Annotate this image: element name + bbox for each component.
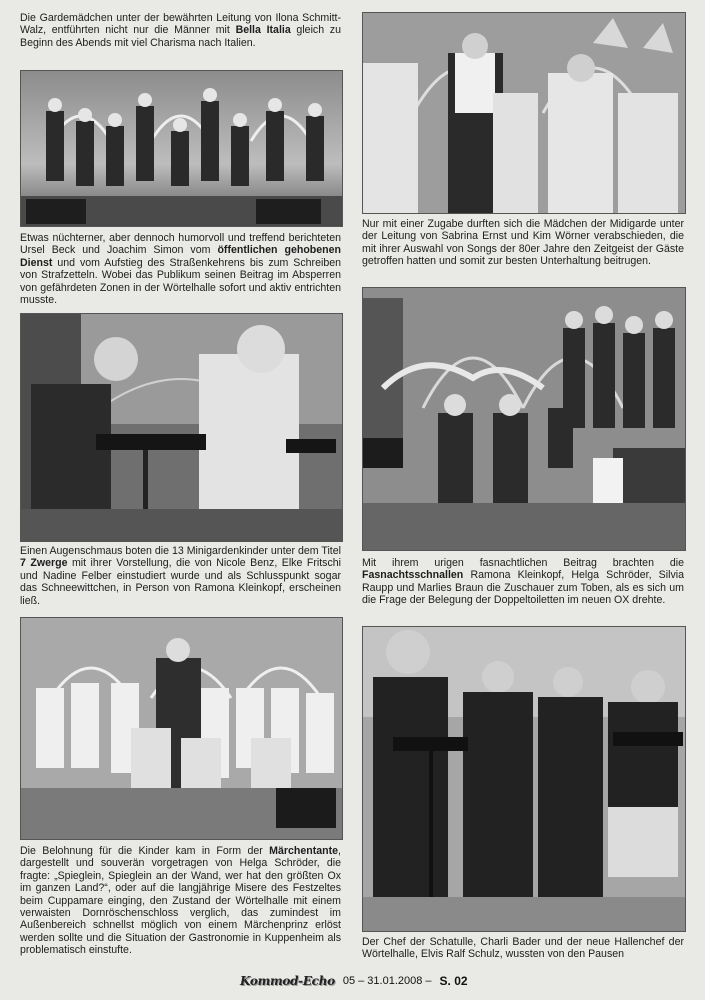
photo-image [363, 288, 685, 550]
photo-midigarde-costumes [362, 12, 686, 214]
photo-seven-dwarfs [20, 617, 343, 840]
photo-image [363, 627, 685, 931]
highlight-title: Bella Italia [235, 24, 291, 37]
text-run: Ramona Kleinkopf, Helga Schröder, Silvia Raupp und Marlies Braun die Zuschauer zum Toben, als es sich um die Frage der Belegung der Doppeltoiletten im neuen OX drehte. [362, 569, 684, 607]
paragraph-fasnachtsschnallen [362, 557, 684, 607]
page-footer [240, 970, 468, 992]
highlight-title: Märchentante [269, 845, 339, 857]
paragraph-fairy-tale-aunt [20, 845, 341, 957]
paragraph-seven-dwarfs [20, 545, 341, 607]
paragraph-hall-chief [362, 936, 684, 961]
text-run: Die Gardemädchen unter der bewährten Leitung von Ilona Schmitt-Walz, entführten nicht nur die Männer mit [20, 12, 341, 37]
highlight-title: öffentlichen gehobenen Dienst [20, 244, 341, 269]
text-run: Der Chef der Schatulle, Charli Bader und der neue Hallenchef der Wörtelhalle, Elvis Ralf Schulz, wussten von den Pausen [362, 936, 684, 961]
newspaper-logo: Kommod-Echo [240, 974, 335, 988]
text-run: Einen Augenschmaus boten die 13 Minigardenkinder unter dem Titel [20, 545, 341, 557]
issue-date: 05 – 31.01.2008 – [342, 975, 432, 987]
text-run: Etwas nüchterner, aber dennoch humorvoll und treffend berichteten Ursel Beck und Joachim Simon vom [20, 232, 341, 257]
text-run: , dargestellt und souverän vorgetragen von Helga Schröder, die fragte: „Spieglein, Spieglein an der Wand, wer hat den größten Ox im ganzen Land?“, oder auf die langjährige Misere des Festzeltes beim Cuppamare einging, den Zustand der Wörtelhalle mit einem verwaisten Dornröschenschloss verglich, das zumindest im Außenbereich schnellst möglich von einem Märchenprinz erlöst werden sollte und die Situation der Gastronomie in Kuppenheim als problematisch einstufte. [20, 845, 341, 957]
text-run: Mit ihrem urigen fasnachtlichen Beitrag brachten die [362, 557, 684, 569]
highlight-title: 7 Zwerge [20, 557, 68, 570]
paragraph-public-service [20, 232, 341, 306]
paragraph-bella-italia [20, 12, 341, 49]
highlight-title: Fasnachtsschnallen [362, 569, 464, 582]
photo-image [21, 314, 342, 541]
photo-midigarde-80s [362, 287, 686, 551]
photo-image [21, 618, 342, 839]
photo-image [21, 71, 342, 226]
text-run: Die Belohnung für die Kinder kam in Form der [20, 845, 270, 857]
photo-public-service-sketch [20, 313, 343, 542]
text-run: Nur mit einer Zugabe durften sich die Mädchen der Midigarde unter der Leitung von Sabrina Ernst und Kim Wörner verabschieden, die mit ihrer Auswahl von Songs der 80er Jahre den Zeitgeist der Gäste getroffen hatten und somit zur besten Unterhaltung beitrugen. [362, 218, 684, 268]
photo-fasnachtsschnallen [362, 626, 686, 932]
text-run: und vom Aufstieg des Straßenkehrens bis zum Schreiben von Strafzetteln. Wobei das Publikum seinen Beitrag im Absperren von gefährdeten Zonen in der Wörtelhalle sofort und aktiv entrichten musste. [20, 256, 341, 307]
paragraph-midigarde [362, 218, 684, 268]
text-run: mit ihrer Vorstellung, die von Nicole Benz, Elke Fritschi und Nadine Felber einstudiert wurde und als Schlusspunkt sogar das Schneewittchen, in Person von Ramona Kleinkopf, erscheinen ließ. [20, 557, 341, 607]
photo-garde-dancers [20, 70, 343, 227]
page-number: S. 02 [439, 974, 468, 988]
text-run: gleich zu Beginn des Abends mit viel Charisma nach Italien. [20, 24, 341, 49]
photo-image [363, 13, 685, 213]
